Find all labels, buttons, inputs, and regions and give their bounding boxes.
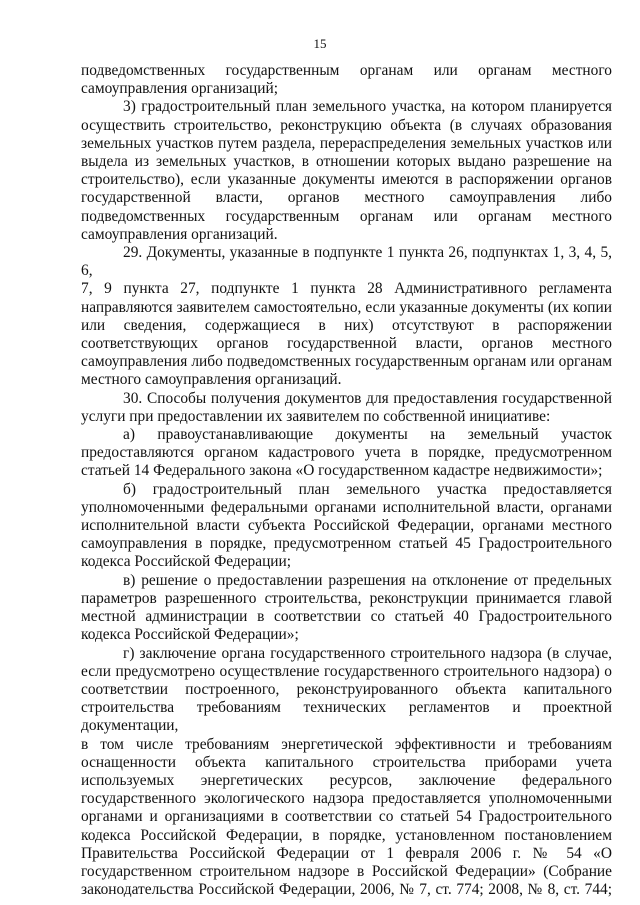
text-line: кодекса Российской Федерации, в порядке, установленном постановлением bbox=[81, 826, 612, 844]
text-line: 30. Способы получения документов для предоставления государственной bbox=[123, 389, 612, 407]
text-line: кодекса Российской Федерации»; bbox=[81, 626, 299, 644]
text-line: кодекса Российской Федерации; bbox=[81, 553, 292, 571]
text-line: государственного экологического надзора предоставляется уполномоченными bbox=[81, 790, 612, 808]
text-line: подведомственных государственным органам или органам местного bbox=[81, 62, 612, 79]
text-line: а) правоустанавливающие документы на земельный участок bbox=[123, 426, 612, 444]
text-line: 3) градостроительный план земельного участка, на котором планируется bbox=[123, 98, 612, 116]
text-line: 7, 9 пункта 27, подпункте 1 пункта 28 Административного регламента bbox=[81, 280, 612, 298]
paragraph bbox=[81, 645, 612, 900]
text-line: местного самоуправления организаций. bbox=[81, 371, 342, 389]
text-line: земельных участков путем раздела, перераспределения земельных участков или bbox=[81, 134, 612, 152]
document-body bbox=[81, 62, 612, 899]
text-line: Правительства Российской Федерации от 1 февраля 2006 г. № 54 «О bbox=[81, 844, 612, 862]
text-line: в) решение о предоставлении разрешения на отклонение от предельных bbox=[123, 571, 612, 589]
paragraph bbox=[81, 426, 612, 481]
text-line: параметров разрешенного строительства, реконструкции принимается главой bbox=[81, 589, 612, 607]
text-line: подведомственных государственным органам или органам местного bbox=[81, 207, 612, 225]
paragraph bbox=[81, 98, 612, 244]
text-line: самоуправления в порядке, предусмотренном статьей 45 Градостроительного bbox=[81, 535, 612, 553]
text-line: осуществить строительство, реконструкцию объекта (в случаях образования bbox=[81, 116, 612, 134]
text-line: государственной власти, органов местного самоуправления либо bbox=[81, 189, 612, 207]
text-line: самоуправления либо подведомственных государственным органам или органам bbox=[81, 353, 612, 371]
text-line: строительство), если указанные документы имеются в распоряжении органов bbox=[81, 171, 612, 189]
text-line: строительства требованиям технических регламентов и проектной документации, bbox=[81, 699, 612, 735]
paragraph bbox=[81, 390, 612, 426]
text-line: услуги при предоставлении их заявителем по собственной инициативе: bbox=[81, 407, 551, 425]
text-line: или сведения, содержащиеся в них) отсутствуют в распоряжении bbox=[81, 316, 612, 334]
text-line: б) градостроительный план земельного участка предоставляется bbox=[123, 480, 612, 498]
text-line: в том числе требованиям энергетической эффективности и требованиям bbox=[81, 735, 612, 753]
paragraph bbox=[81, 244, 612, 390]
text-line: самоуправления организаций; bbox=[81, 80, 279, 98]
text-line: местной администрации в соответствии со статьей 40 Градостроительного bbox=[81, 608, 612, 626]
text-line: направляются заявителем самостоятельно, если указанные документы (их копии bbox=[81, 298, 612, 316]
text-line: выдела из земельных участков, в отношении которых выдано разрешение на bbox=[81, 153, 612, 171]
text-line: используемых энергетических ресурсов, заключение федерального bbox=[81, 771, 612, 789]
text-line: соответствии построенного, реконструированного объекта капитального bbox=[81, 680, 612, 698]
text-line: предоставляются органом кадастрового учета в порядке, предусмотренном bbox=[81, 444, 612, 462]
paragraph bbox=[81, 481, 612, 572]
page-number: 15 bbox=[313, 36, 327, 51]
text-line: исполнительной власти субъекта Российской Федерации, органами местного bbox=[81, 517, 612, 535]
text-line: статьей 14 Федерального закона «О государственном кадастре недвижимости»; bbox=[81, 462, 603, 480]
text-line: самоуправления организаций. bbox=[81, 225, 278, 243]
text-line: органами и организациями в соответствии со статьей 54 Градостроительного bbox=[81, 808, 612, 826]
text-line: соответствующих органов государственной власти, органов местного bbox=[81, 335, 612, 353]
text-line: если предусмотрено осуществление государственного строительного надзора) о bbox=[81, 662, 612, 680]
paragraph bbox=[81, 62, 612, 98]
text-line: законодательства Российской Федерации, 2006, № 7, ст. 774; 2008, № 8, ст. 744; bbox=[81, 881, 612, 899]
text-line: 29. Документы, указанные в подпункте 1 пункта 26, подпунктах 1, 3, 4, 5, 6, bbox=[81, 244, 612, 280]
text-line: оснащенности объекта капитального строительства приборами учета bbox=[81, 753, 612, 771]
text-line: уполномоченными федеральными органами исполнительной власти, органами bbox=[81, 498, 612, 516]
text-line: г) заключение органа государственного строительного надзора (в случае, bbox=[123, 644, 612, 662]
paragraph bbox=[81, 572, 612, 645]
text-line: государственном строительном надзоре в Российской Федерации» (Собрание bbox=[81, 862, 612, 880]
